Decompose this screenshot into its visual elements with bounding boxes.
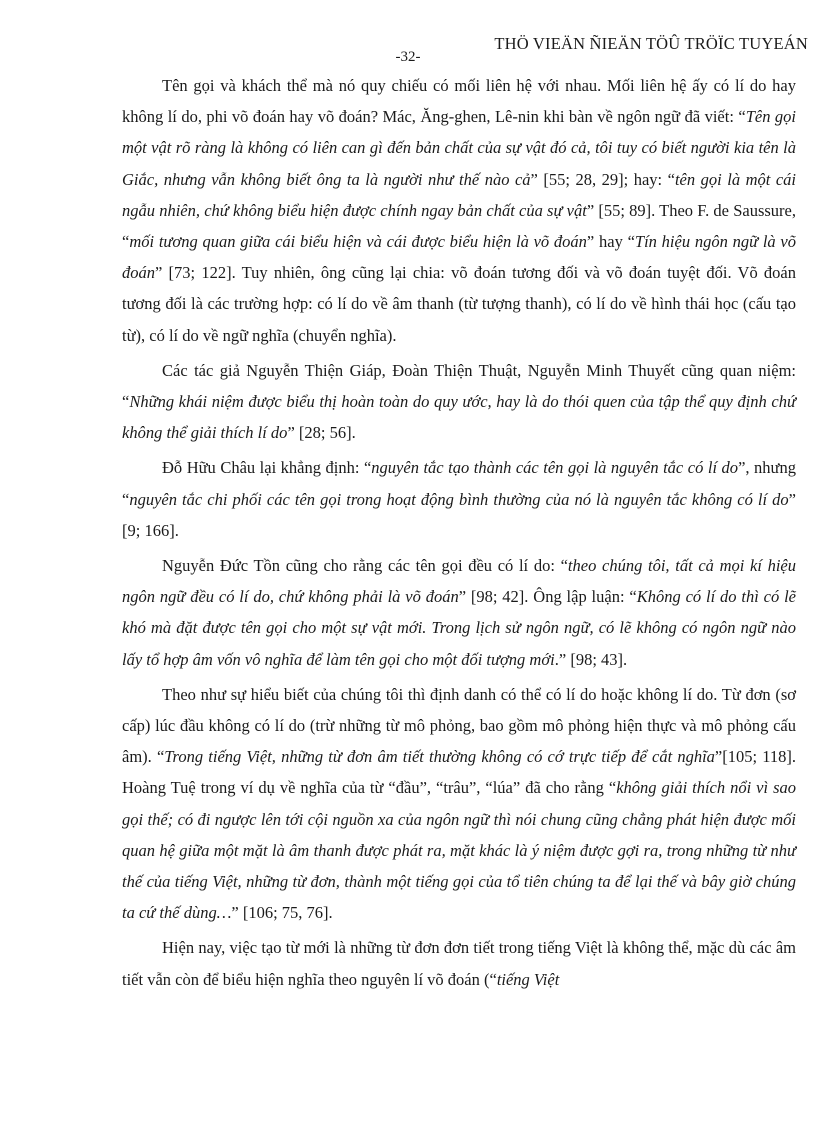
text-run: ” hay “: [586, 232, 635, 252]
paragraph: [122, 452, 796, 546]
text-run: ”, nhưng “: [122, 458, 796, 509]
italic-quote: nguyên tắc chi phối các tên gọi trong hoạt động bình thường của nó là nguyên tắc không có lí do: [129, 489, 789, 509]
italic-quote: nguyên tắc tạo thành các tên gọi là nguyên tắc có lí do: [371, 458, 739, 478]
text-run: ”[105; 118]. Hoàng Tuệ trong ví dụ về nghĩa của từ “đầu”, “trâu”, “lúa” đã cho rằng “: [122, 747, 796, 798]
text-run: ” [98; 42]. Ông lập luận: “: [458, 587, 637, 607]
text-run: Hiện nay, việc tạo từ mới là những từ đơn đơn tiết trong tiếng Việt là không thể, mặc dù các âm tiết vẫn còn để biểu hiện nghĩa theo nguyên lí võ đoán (“: [122, 938, 796, 989]
italic-quote: tiếng Việt: [496, 969, 560, 989]
text-run: Đỗ Hữu Châu lại khẳng định: “: [162, 458, 372, 478]
body-text: [122, 70, 796, 995]
text-run: Nguyễn Đức Tồn cũng cho rằng các tên gọi đều có lí do: “: [162, 556, 568, 576]
italic-quote: Tên gọi một vật rõ ràng là không có liên can gì đến bản chất của sự vật đó cả, tôi tuy có biết người kia tên là Giắc, nhưng vẫn không biết ông ta là người như thế nào cả: [122, 107, 796, 189]
italic-quote: Không có lí do thì có lẽ khó mà đặt được tên gọi cho một sự vật mới. Trong lịch sử ngôn ngữ, có lẽ không có ngôn ngữ nào lấy tổ hợp âm vốn vô nghĩa để làm tên gọi cho một đối tượng mới: [122, 587, 796, 669]
paragraph: [122, 70, 796, 351]
text-run: ” [106; 75, 76].: [231, 903, 333, 923]
italic-quote: mối tương quan giữa cái biểu hiện và cái được biểu hiện là võ đoán: [129, 232, 587, 252]
paragraph: [122, 679, 796, 929]
text-run: ” [55; 28, 29]; hay: “: [530, 169, 675, 189]
italic-quote: Trong tiếng Việt, những từ đơn âm tiết thường không có cớ trực tiếp để cắt nghĩa: [164, 747, 715, 767]
text-run: ” [55; 89]. Theo F. de Saussure, “: [122, 200, 796, 252]
paragraph: [122, 932, 796, 994]
italic-quote: theo chúng tôi, tất cả mọi kí hiệu ngôn ngữ đều có lí do, chứ không phải là võ đoán: [122, 556, 796, 607]
page-number: -32-: [395, 49, 421, 65]
text-run: ” [28; 56].: [287, 423, 356, 443]
italic-quote: Những khái niệm được biểu thị hoàn toàn do quy ước, hay là do thói quen của tập thể quy định chứ không thể giải thích lí do: [122, 392, 796, 443]
text-run: Các tác giả Nguyễn Thiện Giáp, Đoàn Thiện Thuật, Nguyễn Minh Thuyết cũng quan niệm: “: [122, 360, 796, 412]
italic-quote: Tín hiệu ngôn ngữ là võ đoán: [122, 232, 797, 283]
text-run: ” [73; 122]. Tuy nhiên, ông cũng lại chia: võ đoán tương đối và võ đoán tuyệt đối. Võ đoán tương đối là các trường hợp: có lí do về âm thanh (từ tượng thanh), có lí do về hình thái học (cấu tạo từ), có lí do về ngữ nghĩa (chuyển nghĩa).: [122, 263, 796, 345]
paragraph: [122, 550, 796, 675]
text-run: Theo như sự hiểu biết của chúng tôi thì định danh có thể có lí do hoặc không lí do. Từ đơn (sơ cấp) lúc đầu không có lí do (trừ những từ mô phỏng, bao gồm mô phỏng hiện thực và mô phỏng cấu âm). “: [122, 684, 796, 767]
running-header: THÖ VIEÄN ÑIEÄN TÖÛ TRÖÏC TUYEÁN: [494, 34, 808, 53]
paragraph: [122, 355, 796, 449]
text-run: Tên gọi và khách thể mà nó quy chiếu có mối liên hệ với nhau. Mối liên hệ ấy có lí do hay không lí do, phi võ đoán hay võ đoán? Mác, Ăng-ghen, Lê-nin khi bàn về ngôn ngữ đã viết: “: [122, 76, 796, 127]
italic-quote: tên gọi là một cái ngẫu nhiên, chứ không biểu hiện được chính ngay bản chất của sự vật: [122, 169, 797, 220]
text-run: ” [9; 166].: [122, 489, 796, 540]
text-run: .” [98; 43].: [554, 649, 628, 669]
italic-quote: không giải thích nổi vì sao gọi thế; có đi ngược lên tới cội nguồn xa của ngôn ngữ thì nói chung cũng chẳng phát hiện được mối quan hệ giữa một mặt là âm thanh được phát ra, mặt khác là ý niệm được gợi ra, trong những từ như thế của tiếng Việt, những từ đơn, thành một tiếng gọi của tổ tiên chúng ta để lại thế và bây giờ chúng ta cứ thế dùng…: [122, 778, 796, 923]
